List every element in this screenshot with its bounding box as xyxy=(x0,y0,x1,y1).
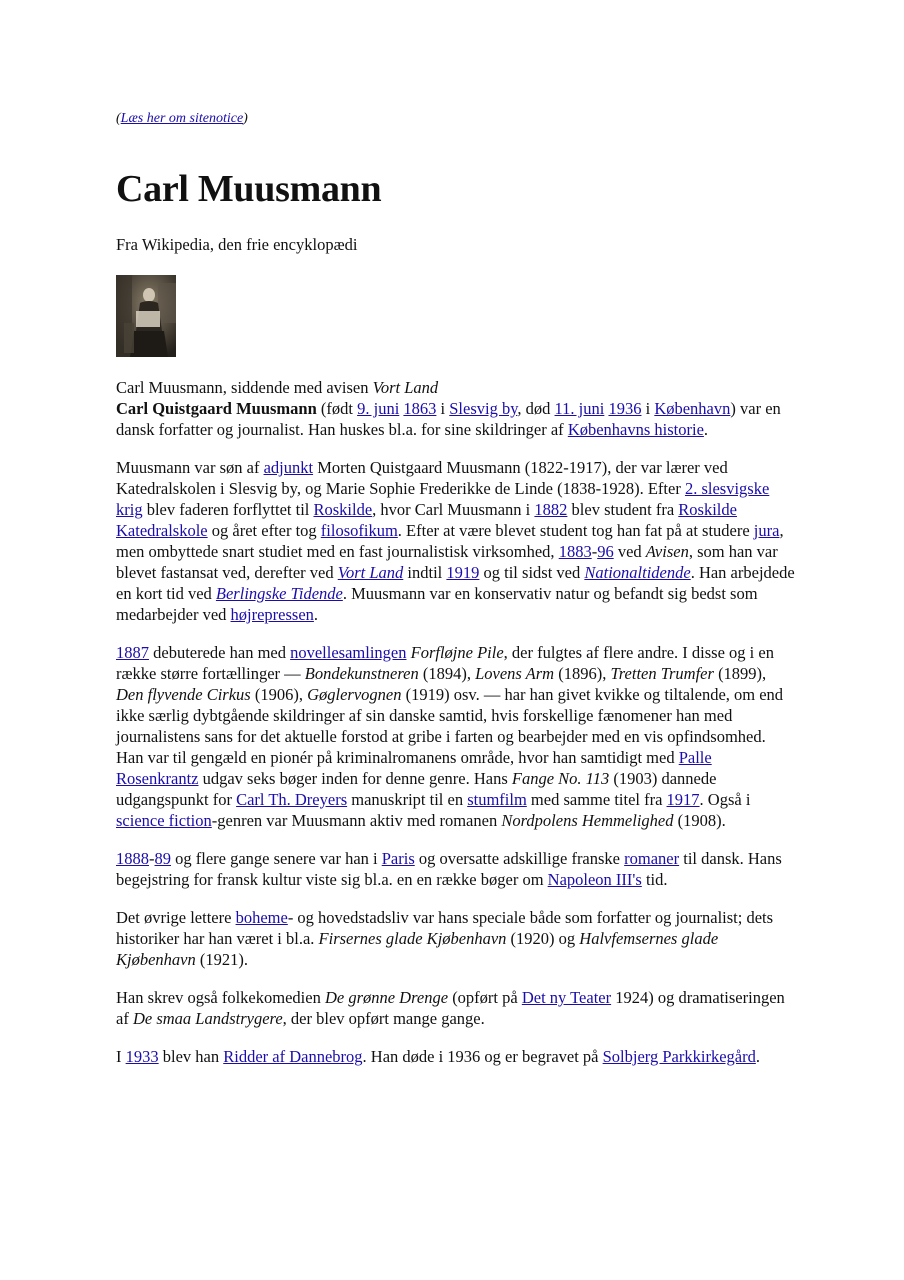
caption-title: Vort Land xyxy=(372,378,439,397)
link-palle-rosenkrantz[interactable]: Palle Rosenkrantz xyxy=(116,748,712,788)
link-death-place[interactable]: København xyxy=(654,399,731,418)
link-novellesamlingen[interactable]: novellesamlingen xyxy=(290,643,407,662)
link-nationaltidende[interactable] xyxy=(584,563,690,582)
text: (1921). xyxy=(195,950,248,969)
link-vort-land[interactable] xyxy=(338,563,404,582)
italic-title: Nordpolens Hemmelighed xyxy=(501,811,674,830)
link-copenhagen-history[interactable]: Københavns historie xyxy=(567,420,704,439)
link-text: Nationaltidende xyxy=(584,563,691,582)
text: (1894), xyxy=(418,664,476,683)
paragraph-theatre xyxy=(116,987,796,1029)
text: 1924) og dramatiseringen af xyxy=(116,988,785,1028)
link-1883[interactable]: 1883 xyxy=(558,542,592,561)
text: , men ombyttede snart studiet med en fast journalistisk virksomhed, xyxy=(116,521,784,561)
italic-title: Tretten Trumfer xyxy=(610,664,714,683)
link-science-fiction[interactable]: science fiction xyxy=(116,811,212,830)
link-ridder-af-dannebrog[interactable]: Ridder af Dannebrog xyxy=(223,1047,363,1066)
italic-title: Halvfemsernes glade Kjøbenhavn xyxy=(116,929,719,969)
text: i xyxy=(436,399,450,418)
text: og året efter tog xyxy=(207,521,321,540)
text: -genren var Muusmann aktiv med romanen xyxy=(211,811,502,830)
text: og flere gange senere var han i xyxy=(171,849,382,868)
portrait-thumbnail[interactable] xyxy=(116,275,176,357)
text: i xyxy=(641,399,655,418)
text: . Efter at være blevet student tog han fat på at studere xyxy=(397,521,754,540)
link-text: Vort Land xyxy=(337,563,404,582)
link-hojrepressen[interactable]: højrepressen xyxy=(230,605,314,624)
text: Han skrev også folkekomedien xyxy=(116,988,325,1007)
italic-title: Forfløjne Pile xyxy=(410,643,504,662)
text: . xyxy=(703,420,709,439)
paragraph-honours xyxy=(116,1046,796,1067)
text: blev faderen forflyttet til xyxy=(142,500,314,519)
link-1882[interactable]: 1882 xyxy=(534,500,568,519)
text: ved xyxy=(613,542,646,561)
link-96[interactable]: 96 xyxy=(597,542,614,561)
link-89[interactable]: 89 xyxy=(154,849,171,868)
text: . Han arbejdede en kort tid ved xyxy=(116,563,795,603)
page-title: Carl Muusmann xyxy=(116,168,382,210)
text: . Muusmann var en konservativ natur og befandt sig bedst som medarbejder ved xyxy=(116,584,758,624)
text: , der fulgtes af flere andre. I disse og i en række større fortællinger — xyxy=(116,643,774,683)
link-1887[interactable]: 1887 xyxy=(116,643,149,662)
text: (født xyxy=(316,399,358,418)
portrait-image xyxy=(116,275,176,357)
text: . Også i xyxy=(699,790,751,809)
link-jura[interactable]: jura xyxy=(753,521,780,540)
paragraph-boheme xyxy=(116,907,796,970)
text: Morten Quistgaard Muusmann (1822-1917), der var lærer ved Katedralskolen i Slesvig by, og Marie Sophie Frederikke de Linde (1838-1928). Efter xyxy=(116,458,728,498)
text: manuskript til en xyxy=(347,790,468,809)
text: tid. xyxy=(641,870,668,889)
italic-title: Firsernes glade Kjøbenhavn xyxy=(318,929,507,948)
text: (opført på xyxy=(448,988,522,1007)
text: . xyxy=(755,1047,760,1066)
text: Muusmann var søn af xyxy=(116,458,264,477)
link-roskilde[interactable]: Roskilde xyxy=(313,500,373,519)
link-1933[interactable]: 1933 xyxy=(125,1047,159,1066)
text: - xyxy=(591,542,598,561)
text: , død xyxy=(517,399,555,418)
italic-title: Den flyvende Cirkus xyxy=(116,685,251,704)
italic-title: Bondekunstneren xyxy=(304,664,419,683)
text: , der blev opført mange gange. xyxy=(282,1009,485,1028)
text: (1906), xyxy=(250,685,308,704)
link-death-year[interactable]: 1936 xyxy=(608,399,642,418)
link-boheme[interactable]: boheme xyxy=(235,908,288,927)
text: blev han xyxy=(158,1047,224,1066)
text: blev student fra xyxy=(567,500,679,519)
link-berlingske-tidende[interactable] xyxy=(216,584,343,603)
link-adjunkt[interactable]: adjunkt xyxy=(263,458,314,477)
image-caption xyxy=(116,377,796,398)
caption-text: Carl Muusmann, siddende med avisen xyxy=(116,378,373,397)
italic-title: De smaa Landstrygere xyxy=(132,1009,283,1028)
text: med samme titel fra xyxy=(526,790,667,809)
link-death-day[interactable]: 11. juni xyxy=(554,399,605,418)
sitenotice-close: ) xyxy=(243,111,248,126)
italic-title: Lovens Arm xyxy=(475,664,555,683)
text: (1908). xyxy=(673,811,726,830)
text: . Han døde i 1936 og er begravet på xyxy=(362,1047,603,1066)
link-paris[interactable]: Paris xyxy=(381,849,415,868)
link-solbjerg-parkkirkegard[interactable]: Solbjerg Parkkirkegård xyxy=(602,1047,756,1066)
text: (1896), xyxy=(554,664,611,683)
italic-title: Fange No. 113 xyxy=(511,769,610,788)
link-napoleon-iii[interactable]: Napoleon III's xyxy=(547,870,642,889)
link-1919[interactable]: 1919 xyxy=(446,563,480,582)
sitenotice-link[interactable]: Læs her om sitenotice xyxy=(120,111,244,126)
text: indtil xyxy=(403,563,447,582)
paragraph-biography xyxy=(116,457,796,625)
subject-name: Carl Quistgaard Muusmann xyxy=(116,399,317,418)
text: . xyxy=(313,605,319,624)
sitenotice-open: ( xyxy=(116,111,121,126)
italic-avisen: Avisen xyxy=(645,542,689,561)
text: I xyxy=(116,1047,126,1066)
italic-title: Gøglervognen xyxy=(307,685,402,704)
link-birth-place[interactable]: Slesvig by xyxy=(449,399,518,418)
tagline: Fra Wikipedia, den frie encyklopædi xyxy=(116,235,358,254)
link-slesvigske-krig[interactable]: 2. slesvigske krig xyxy=(116,479,770,519)
article-body xyxy=(116,377,796,1084)
text: debuterede han med xyxy=(149,643,291,662)
paragraph-paris xyxy=(116,848,796,890)
intro-paragraph xyxy=(116,398,796,440)
text: Det øvrige lettere xyxy=(116,908,236,927)
italic-title: De grønne Drenge xyxy=(324,988,449,1007)
link-1888[interactable]: 1888 xyxy=(116,849,149,868)
text: (1920) og xyxy=(506,929,580,948)
link-birth-year[interactable]: 1863 xyxy=(403,399,437,418)
link-1917[interactable]: 1917 xyxy=(666,790,700,809)
link-birth-day[interactable]: 9. juni xyxy=(357,399,400,418)
text: - og hovedstadsliv var hans speciale både som forfatter og journalist; dets historiker har han været i bl.a. xyxy=(116,908,774,948)
link-text: Berlingske Tidende xyxy=(215,584,343,603)
text: (1903) dannede udgangspunkt for xyxy=(116,769,717,809)
link-det-ny-teater[interactable]: Det ny Teater xyxy=(521,988,612,1007)
text: og oversatte adskillige franske xyxy=(414,849,625,868)
text: udgav seks bøger inden for denne genre. Hans xyxy=(198,769,512,788)
text: ) var en dansk forfatter og journalist. Han huskes bl.a. for sine skildringer af xyxy=(116,399,781,439)
text: til dansk. Hans begejstring for fransk kultur viste sig bl.a. en en række bøger om xyxy=(116,849,782,889)
sitenotice xyxy=(116,110,248,128)
paragraph-works xyxy=(116,642,796,831)
link-roskilde-katedralskole[interactable]: Roskilde Katedralskole xyxy=(116,500,737,540)
link-stumfilm[interactable]: stumfilm xyxy=(467,790,527,809)
text: , som han var blevet fastansat ved, derefter ved xyxy=(116,542,778,582)
text: - xyxy=(149,849,155,868)
link-carl-th-dreyer[interactable]: Carl Th. Dreyers xyxy=(236,790,348,809)
text: (1919) osv. — har han givet kvikke og tiltalende, om end ikke særlig dybtgående skildringer af sin danske samtid, hvis forskellige fænomener han med journalistens sans for det aktuelle forstod at gribe i farten og bearbejder med en vis opfindsomhed. Han var til gengæld en pionér på kriminalromanens område, hvor han samtidigt med xyxy=(116,685,784,767)
text: , hvor Carl Muusmann i xyxy=(372,500,535,519)
text: og til sidst ved xyxy=(479,563,585,582)
text: (1899), xyxy=(713,664,767,683)
link-romaner[interactable]: romaner xyxy=(624,849,680,868)
link-filosofikum[interactable]: filosofikum xyxy=(320,521,398,540)
